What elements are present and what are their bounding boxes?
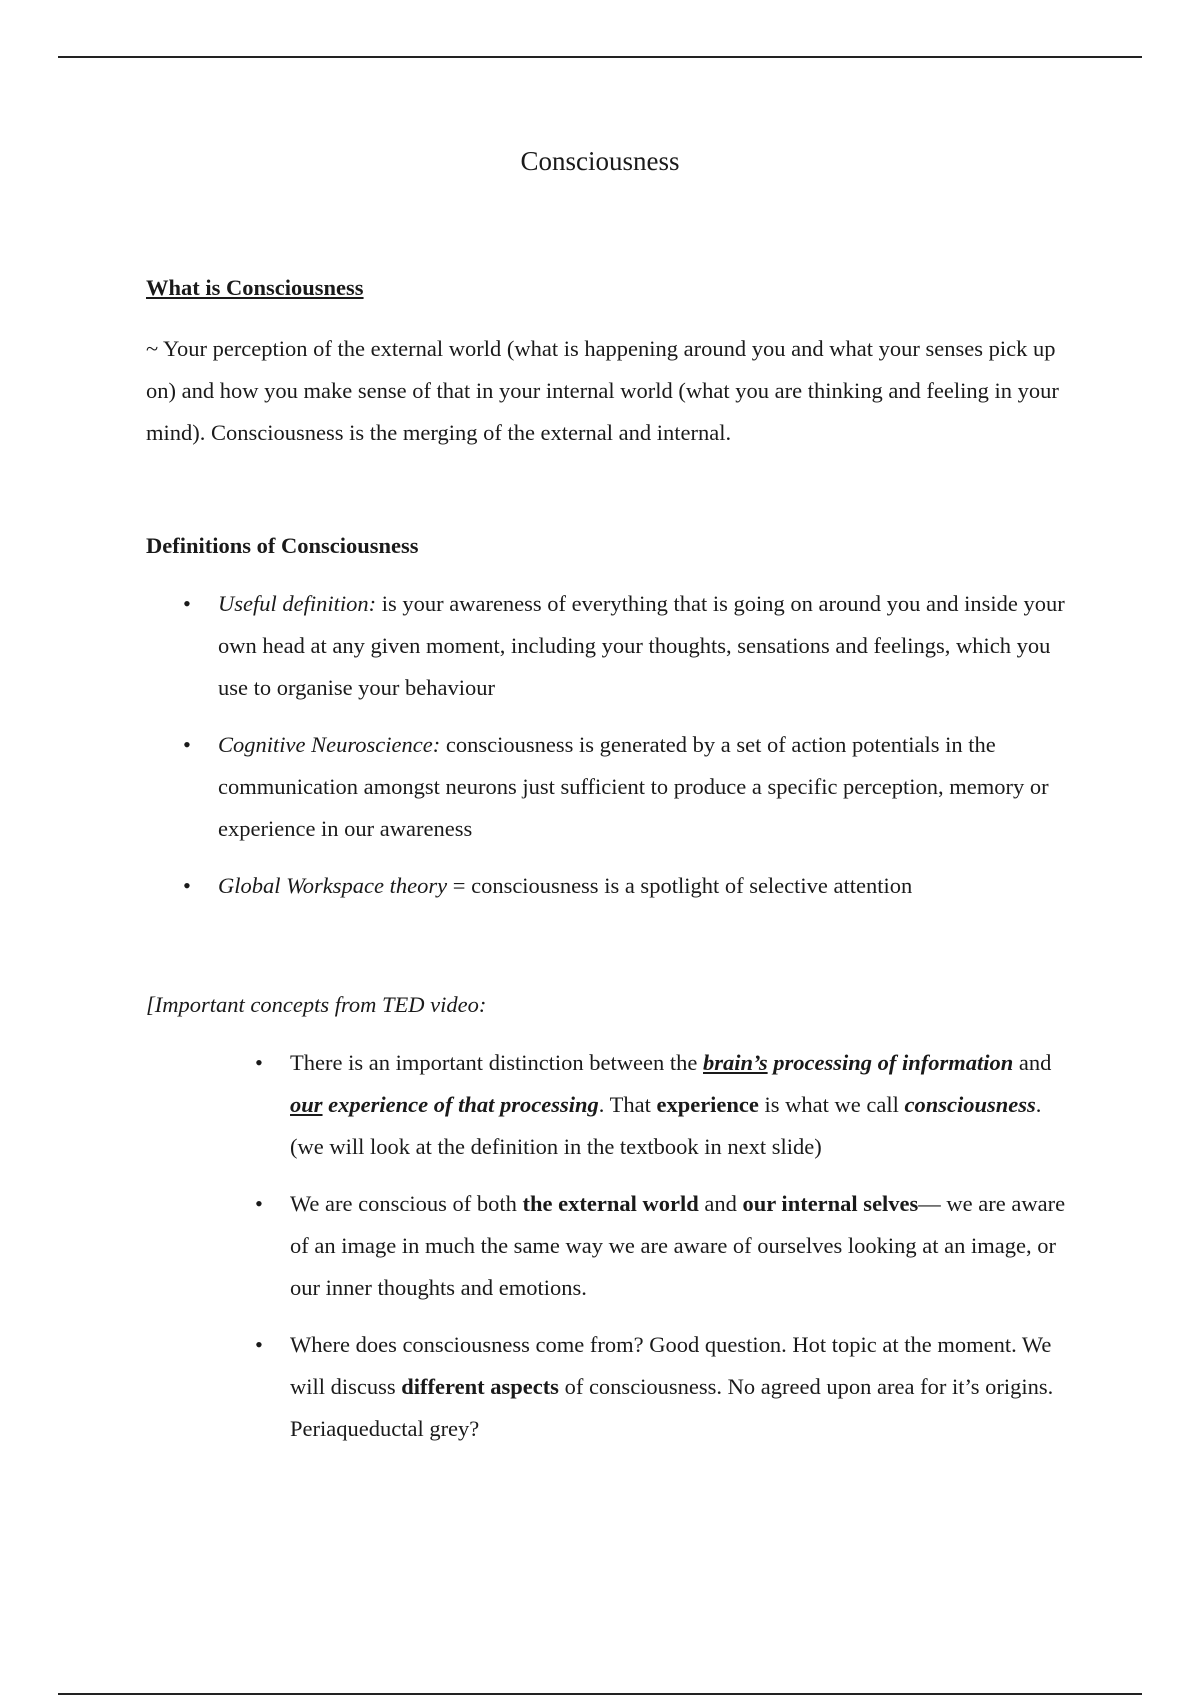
emphasis-run: our internal selves — [742, 1191, 919, 1216]
section-heading-what-is: What is Consciousness — [146, 275, 364, 300]
top-rule — [58, 56, 1142, 58]
emphasis-run: consciousness — [904, 1092, 1036, 1117]
section-body-what-is: ~ Your perception of the external world (what is happening around you and what your senses pick up on) and how you make sense of that in your internal world (what you are thinking and feeling in your mind). Consciousness is the merging of the external and internal. — [146, 336, 1059, 445]
bullet-icon: • — [183, 732, 191, 757]
definition-term: Useful definition: — [218, 591, 377, 616]
emphasis-run: brain’s — [703, 1050, 768, 1075]
bullet-icon: • — [255, 1191, 263, 1216]
section-heading-definitions: Definitions of Consciousness — [146, 533, 419, 558]
definition-text: = consciousness is a spotlight of selective attention — [447, 873, 913, 898]
bullet-icon: • — [183, 873, 191, 898]
emphasis-run: different aspects — [401, 1374, 559, 1399]
list-item — [183, 583, 1068, 709]
emphasis-run: experience of that processing — [322, 1092, 599, 1117]
bullet-icon: • — [255, 1050, 263, 1075]
text-run: and — [1013, 1050, 1052, 1075]
definition-text: consciousness is generated by a set of action potentials in the communication amongst neurons just sufficient to produce a specific perception, memory or experience in our awareness — [218, 732, 1049, 841]
bullet-icon: • — [183, 591, 191, 616]
text-run: of consciousness. No agreed upon area for it’s origins. Periaqueductal grey? — [290, 1374, 1054, 1441]
list-item — [183, 865, 1068, 907]
text-run: . (we will look at the definition in the textbook in next slide) — [290, 1092, 1042, 1159]
list-item — [255, 1183, 1070, 1309]
text-run: . That — [598, 1092, 657, 1117]
emphasis-run: the external world — [522, 1191, 699, 1216]
bullet-icon: • — [255, 1332, 263, 1357]
text-run: — we are aware of an image in much the same way we are aware of ourselves looking at an image, or our inner thoughts and emotions. — [290, 1191, 1066, 1300]
definition-term: Global Workspace theory — [218, 873, 448, 898]
emphasis-run: experience — [656, 1092, 759, 1117]
text-run: Where does consciousness come from? Good question. Hot topic at the moment. We will discuss — [290, 1332, 1052, 1399]
definition-text: is your awareness of everything that is going on around you and inside your own head at any given moment, including your thoughts, sensations and feelings, which you use to organise your behaviour — [218, 591, 1065, 700]
definition-term: Cognitive Neuroscience: — [218, 732, 441, 757]
bottom-rule — [58, 1693, 1142, 1695]
text-run: and — [698, 1191, 743, 1216]
page-title: Consciousness — [520, 146, 680, 176]
list-item — [255, 1324, 1070, 1450]
emphasis-run: our — [290, 1092, 323, 1117]
text-run: is what we call — [758, 1092, 905, 1117]
list-item — [183, 724, 1068, 850]
definitions-list — [183, 583, 1068, 922]
ted-heading: [Important concepts from TED video: — [146, 992, 487, 1017]
emphasis-run: processing of information — [767, 1050, 1014, 1075]
text-run: There is an important distinction between the — [290, 1050, 704, 1075]
ted-concepts-list — [255, 1042, 1070, 1465]
text-run: We are conscious of both — [290, 1191, 523, 1216]
list-item — [255, 1042, 1070, 1168]
